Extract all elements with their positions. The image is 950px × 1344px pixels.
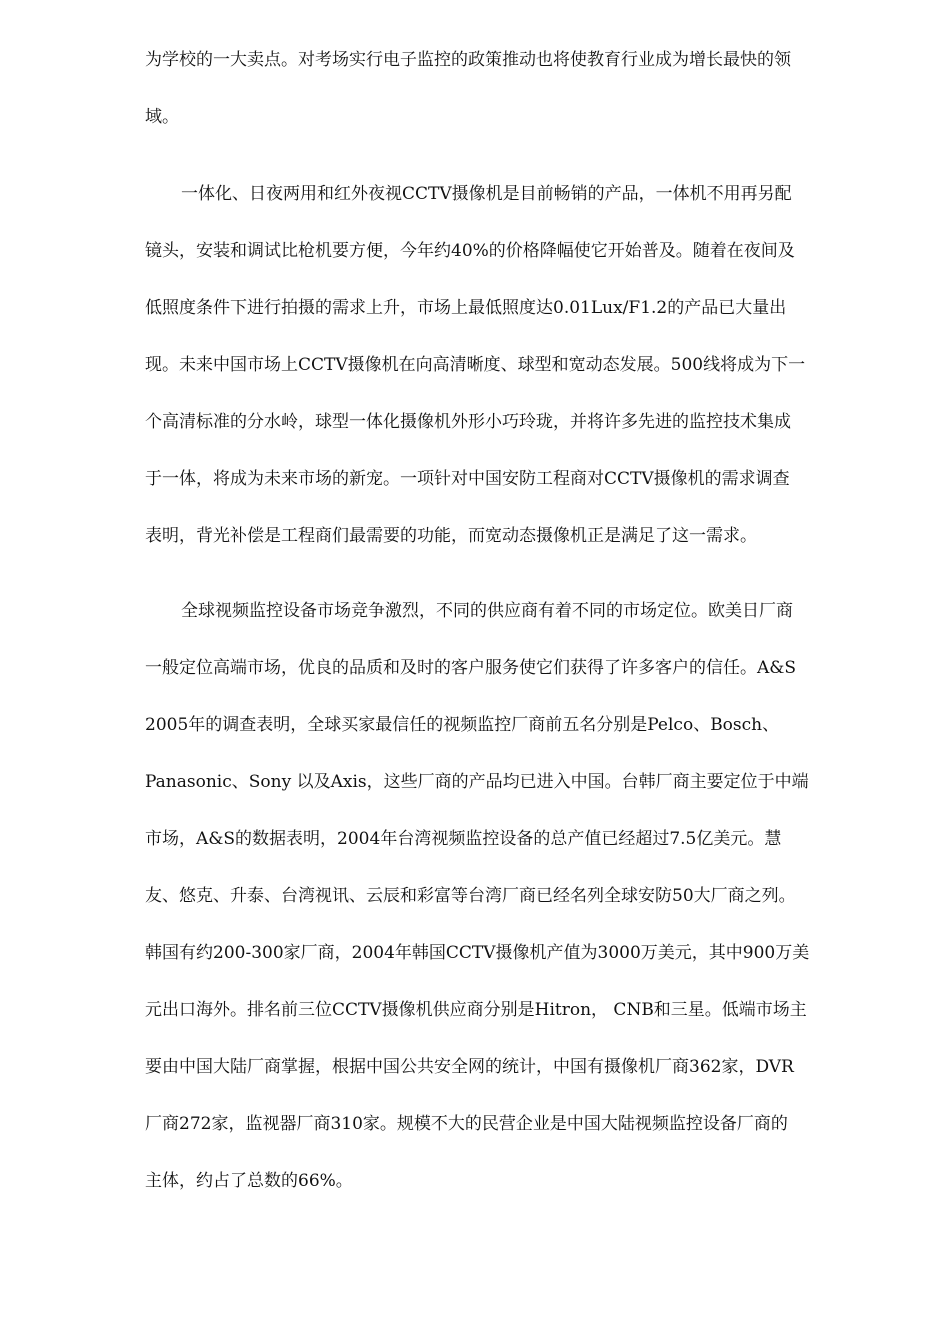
text-line: 韩国有约200-300家厂商，2004年韩国CCTV摄像机产值为3000万美元，其中900万美 — [145, 943, 810, 963]
text-line: 表明，背光补偿是工程商们最需要的功能，而宽动态摄像机正是满足了这一需求。 — [145, 526, 757, 546]
text-line: 友、悠克、升泰、台湾视讯、云辰和彩富等台湾厂商已经名列全球安防50大厂商之列。 — [145, 886, 796, 906]
text-line: 2005年的调查表明，全球买家最信任的视频监控厂商前五名分别是Pelco、Bosch、 — [145, 715, 780, 735]
text-line: 个高清标准的分水岭，球型一体化摄像机外形小巧玲珑，并将许多先进的监控技术集成 — [145, 412, 791, 432]
text-line: 于一体，将成为未来市场的新宠。一项针对中国安防工程商对CCTV摄像机的需求调查 — [145, 469, 790, 489]
text-line: 低照度条件下进行拍摄的需求上升，市场上最低照度达0.01Lux/F1.2的产品已大量出 — [145, 298, 787, 318]
text-line: 主体，约占了总数的66%。 — [145, 1171, 353, 1191]
text-line: 现。未来中国市场上CCTV摄像机在向高清晰度、球型和宽动态发展。500线将成为下一 — [145, 355, 806, 375]
text-line: 厂商272家，监视器厂商310家。规模不大的民营企业是中国大陆视频监控设备厂商的 — [145, 1114, 788, 1134]
paragraph-1 — [145, 32, 880, 146]
text-line: 一体化、日夜两用和红外夜视CCTV摄像机是目前畅销的产品，一体机不用再另配 — [181, 184, 792, 204]
text-line: 域。 — [145, 107, 179, 127]
text-line: 为学校的一大卖点。对考场实行电子监控的政策推动也将使教育行业成为增长最快的领 — [145, 50, 791, 70]
text-line: 元出口海外。排名前三位CCTV摄像机供应商分别是Hitron， CNB和三星。低端市场主 — [145, 1000, 807, 1020]
text-line: 全球视频监控设备市场竞争激烈，不同的供应商有着不同的市场定位。欧美日厂商 — [181, 601, 793, 621]
text-line: Panasonic、Sony 以及Axis，这些厂商的产品均已进入中国。台韩厂商主要定位于中端 — [145, 772, 809, 792]
text-line: 一般定位高端市场，优良的品质和及时的客户服务使它们获得了许多客户的信任。A&S — [145, 658, 797, 678]
text-line: 市场，A&S的数据表明，2004年台湾视频监控设备的总产值已经超过7.5亿美元。慧 — [145, 829, 782, 849]
paragraph-2 — [145, 166, 880, 565]
paragraph-3 — [145, 583, 880, 1210]
text-line: 要由中国大陆厂商掌握，根据中国公共安全网的统计，中国有摄像机厂商362家，DVR — [145, 1057, 794, 1077]
text-line: 镜头，安装和调试比枪机要方便，今年约40%的价格降幅使它开始普及。随着在夜间及 — [145, 241, 795, 261]
